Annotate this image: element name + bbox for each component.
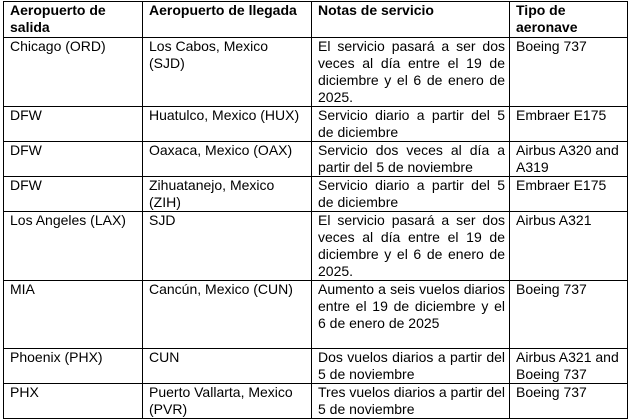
table-row — [4, 142, 628, 177]
table-row — [4, 281, 628, 349]
aircraft-cell: Embraer E175 — [510, 177, 628, 212]
aircraft-cell: Boeing 737 — [510, 384, 628, 419]
aircraft-cell: Boeing 737 — [510, 281, 628, 349]
notes-cell: Aumento a seis vuelos diarios entre el 19 de diciembre y el 6 de enero de 2025 — [312, 281, 510, 349]
departure-cell: Los Angeles (LAX) — [4, 212, 143, 281]
aircraft-cell: Boeing 737 — [510, 38, 628, 107]
departure-cell: DFW — [4, 142, 143, 177]
departure-cell: MIA — [4, 281, 143, 349]
notes-cell: Tres vuelos diarios a partir del 5 de noviembre — [312, 384, 510, 419]
notes-cell: Servicio diario a partir del 5 de diciembre — [312, 107, 510, 142]
aircraft-cell: Airbus A321 — [510, 212, 628, 281]
service-table — [3, 1, 628, 419]
table-row — [4, 107, 628, 142]
notes-cell: Servicio dos veces al día a partir del 5 de noviembre — [312, 142, 510, 177]
notes-cell: Servicio diario a partir del 5 de diciembre — [312, 177, 510, 212]
header-row — [4, 2, 628, 38]
arrival-cell: SJD — [143, 212, 312, 281]
header-departure-airport: Aeropuerto de salida — [4, 2, 143, 38]
departure-cell: Chicago (ORD) — [4, 38, 143, 107]
table-row — [4, 384, 628, 419]
table-row — [4, 177, 628, 212]
aircraft-cell: Airbus A320 and A319 — [510, 142, 628, 177]
header-aircraft-type: Tipo de aeronave — [510, 2, 628, 38]
arrival-cell: Los Cabos, Mexico (SJD) — [143, 38, 312, 107]
header-service-notes: Notas de servicio — [312, 2, 510, 38]
notes-cell: El servicio pasará a ser dos veces al día entre el 19 de diciembre y el 6 de enero de 2025. — [312, 38, 510, 107]
notes-cell: El servicio pasará a ser dos veces al día entre el 19 de diciembre y el 6 de enero de 2025. — [312, 212, 510, 281]
departure-cell: DFW — [4, 177, 143, 212]
arrival-cell: Oaxaca, Mexico (OAX) — [143, 142, 312, 177]
table-header — [4, 2, 628, 38]
aircraft-cell: Embraer E175 — [510, 107, 628, 142]
notes-cell: Dos vuelos diarios a partir del 5 de noviembre — [312, 349, 510, 384]
table-row — [4, 38, 628, 107]
arrival-cell: Huatulco, Mexico (HUX) — [143, 107, 312, 142]
departure-cell: Phoenix (PHX) — [4, 349, 143, 384]
aircraft-cell: Airbus A321 and Boeing 737 — [510, 349, 628, 384]
header-arrival-airport: Aeropuerto de llegada — [143, 2, 312, 38]
departure-cell: DFW — [4, 107, 143, 142]
arrival-cell: Zihuatanejo, Mexico (ZIH) — [143, 177, 312, 212]
table-row — [4, 349, 628, 384]
table-row — [4, 212, 628, 281]
arrival-cell: CUN — [143, 349, 312, 384]
departure-cell: PHX — [4, 384, 143, 419]
arrival-cell: Puerto Vallarta, Mexico (PVR) — [143, 384, 312, 419]
arrival-cell: Cancún, Mexico (CUN) — [143, 281, 312, 349]
table-body — [4, 38, 628, 419]
